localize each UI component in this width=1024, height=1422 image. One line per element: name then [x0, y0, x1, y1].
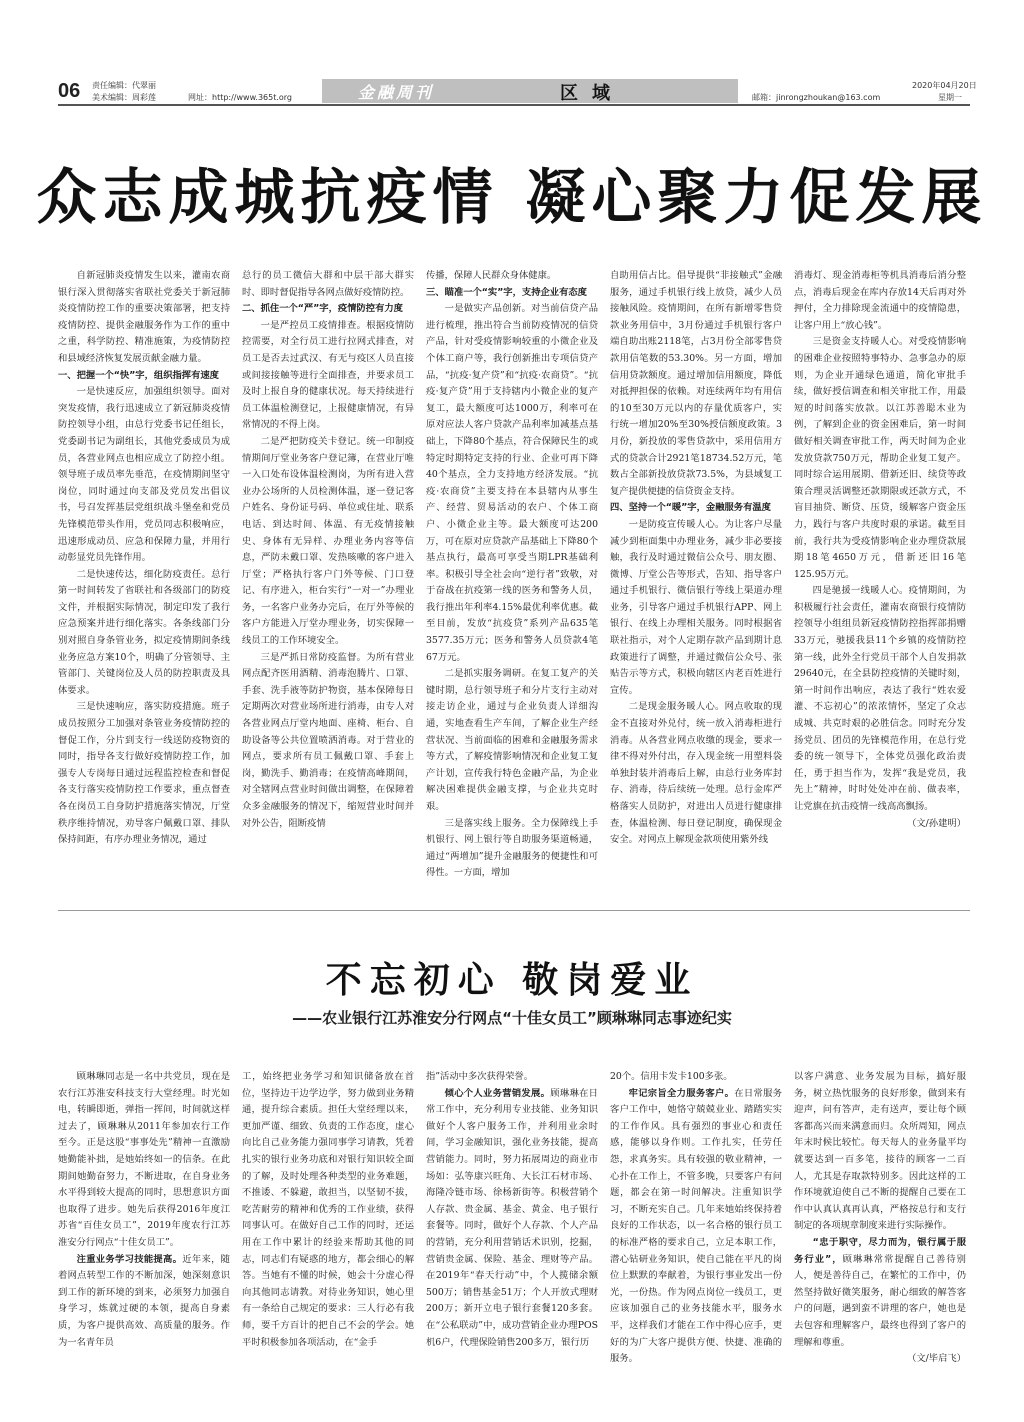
paragraph: 自新冠肺炎疫情发生以来，灌南农商银行深入贯彻落实省联社党委关于新冠肺炎疫情防控工作的重要决策部署，把支持疫情防控、提供金融服务作为工作的重中之重，科学防控、精准施策，为疫情防控和县域经济恢复发展贡献金融力量。: [58, 270, 230, 364]
article2-column-2: [242, 1069, 414, 1359]
paragraph: 三是严抓日常防疫监督。为所有营业网点配齐医用酒精、消毒泡腾片、口罩、手套、洗手液等防护物资，基本保障每日定期两次对营业场所进行消毒，由专人对各营业网点厅堂内地面、座椅、柜台、自助设备等公共位置喷洒消毒。对于营业的网点，要求所有员工佩戴口罩、手套上岗，勤洗手、勤消毒；在疫情高峰期间，对全辖网点营业时间做出调整，在保障着众多金融服务的情况下，缩短营业时间并对外公告，阻断疫情: [242, 651, 414, 829]
paragraph: 注重业务学习技能提高。近年来，随着网点转型工作的不断加深，她深刻意识到工作的新环境的到来，必须努力加强自身学习，炼就过硬的本领，提高自身素质，为客户提供高效、高质量的服务。作为一名青年员: [58, 1253, 230, 1348]
paragraph: 顾琳琳同志是一名中共党员，现在是农行江苏淮安科技支行大堂经理。时光如电，转瞬即逝，弹指一挥间，时间就这样过去了，顾琳琳从2011年参加农行工作至今。正是这股“事事处先”精神一直激励她勤能补拙，是她始终如一的信条。在此期间她勤奋努力，不断进取，在自身业务水平得到较大提高的同时，思想意识方面也取得了进步。她先后获得2016年度江苏省“百佳女员工”，2019年度农行江苏淮安分行网点“十佳女员工”。: [58, 1071, 230, 1248]
author-byline: （文/孙建明）: [907, 817, 966, 829]
paragraph: 二是快速传达，细化防疫责任。总行第一时间转发了省联社和各级部门的防疫文件，并根据实际情况，制定印发了我行应急预案并进行细化落实。各条线部门分别对照自身条管业务，拟定疫情期间条线业务应急方案10个，明确了分管领导、主管部门、关键岗位及人员的防控职责及具体要求。: [58, 568, 230, 696]
article1-column-4: [610, 268, 782, 868]
paragraph: 一是做实产品创新。对当前信贷产品进行梳理，推出符合当前防疫情况的信贷产品，针对受疫情影响较重的小微企业及个体工商户等，我行创新推出专项信贷产品，“抗疫·复产贷”和“抗疫·农商贷”。“抗疫·复产贷”用于支持辖内小微企业的复产复工，最大额度可达1000万，利率可在原对应法人客户贷款产品利率加减基点基础上，下降80个基点，符合保障民生的或特定时期特定支持的行业、企业可再下降40个基点，全力支持地方经济发展。“抗疫·农商贷”主要支持在本县辖内从事生产、经营、贸易活动的农户、个体工商户、小微企业主等。最大额度可达200万，可在原对应贷款产品基础上下降80个基点执行，最高可享受当期LPR基础利率。积极引导全社会向“逆行者”致敬，对于奋战在抗疫第一线的医务和警务人员，我行推出年利率4.15%最优利率优惠。截至目前，发放“抗疫贷”系列产品635笔3577.35万元；医务和警务人员贷款4笔67万元。: [426, 303, 598, 663]
paragraph: 传播，保障人民群众身体健康。: [426, 270, 557, 281]
author-byline: （文/毕启飞）: [907, 1353, 966, 1365]
paragraph: 总行的员工微信大群和中层干部大群实时、即时督促指导各网点做好疫情防控。: [242, 270, 414, 298]
article2-column-3: [426, 1069, 598, 1359]
paragraph: 消毒灯、现金消毒柜等机具消毒后消分整点，消毒后现金在库内存放14天后再对外押付，全力排除现金流通中的疫情隐患，让客户用上“放心钱”。: [794, 270, 966, 331]
paragraph: 二是严把防疫关卡登记。统一印制疫情期间厅堂业务客户登记簿，在营业厅唯一入口处布设体温检测岗，为所有进入营业办公场所的人员检测体温，逐一登记客户姓名、身份证号码、单位或住址、联系电话、到达时间、体温、有无疫情接触史、身体有无异样、办理业务内容等信息，严防未戴口罩、发热咳嗽的客户进入厅堂；严格执行客户门外等候、门口登记、有序进入，柜台实行“一对一”办理业务，一名客户业务办完后，在厅外等候的客户方能进入厅堂办理业务，切实保障一线员工的工作环境安全。: [242, 435, 414, 647]
article2-column-4: [610, 1069, 782, 1365]
article1-column-1: [58, 268, 230, 868]
paragraph: 四是驰援一线暖人心。疫情期间，为积极履行社会责任，灌南农商银行疫情防控领导小组组员新冠疫情防控指挥部捐赠33万元，驰援我县11个乡镇的疫情防控第一线，此外全行党员干部个人自发捐款29640元，在全县防控疫情的关键时刻，第一时间作出响应，表达了我行“姓农爱灌、不忘初心”的浓浓情怀，坚定了众志成城、共克时艰的必胜信念。同时充分发扬党员、团员的先锋模范作用，在总行党委的统一领导下，全体党员强化政治责任，勇于担当作为，发挥“我是党员，我先上”精神，时时处处冲在前、做表率，让党旗在抗击疫情一线高高飘扬。: [794, 585, 966, 812]
article2-headline: 不忘初心 敬岗爱业: [325, 959, 699, 1001]
paragraph: 20个。信用卡发卡100多张。: [610, 1071, 733, 1082]
editor-line: 责任编辑：代翠丽: [92, 81, 156, 90]
article1-column-3: [426, 268, 598, 879]
paragraph: 指”活动中多次获得荣誉。: [426, 1071, 534, 1082]
section-title: 区域: [560, 83, 624, 104]
paragraph: 一是快速反应，加强组织领导。面对突发疫情，我行迅速成立了新冠肺炎疫情防控领导小组，由总行党委书记任组长，党委副书记为副组长，其他党委成员为成员，各营业网点也相应成立了防控小组。领导班子成员率先垂范，在疫情期间坚守岗位，同时通过向支部及党员发出倡议书，号召发挥基层党组织战斗堡垒和党员先锋模范带头作用，党员同志积极响应，迅速形成动员、应急和保障力量，并用行动彰显党员先锋作用。: [58, 386, 230, 564]
weekday: 星期一: [938, 93, 962, 102]
section-heading: 三、瞄准一个“实”字，支持企业有态度: [426, 286, 587, 298]
section-heading: 四、坚持一个“暖”字，金融服务有温度: [610, 502, 771, 514]
paragraph: 工，始终把业务学习和知识储备放在首位，坚持边干边学边学，努力做到业务精通，提升综合素质。担任大堂经理以来，更加严谨、细致、负责的工作态度，虚心向比自己业务能力强同事学习请教，凭着扎实的银行业务功底和对银行知识较全面的了解，及时处理各种类型的业务难题，不推诿、不躲避，敢担当，以坚韧不拔，吃苦耐劳的精神和优秀的工作业绩，获得同事认可。在做好自己工作的同时，还运用在工作中累计的经验来帮助其他的同志，同志们有疑惑的地方，都会细心的解答。当她有不懂的时候，她会十分虚心得向其他同志请教。对待业务知识，她心里有一条给自己规定的要求：三人行必有我师，要千方百计的把自己不会的学会。她平时积极参加各项活动，在“金手: [242, 1071, 414, 1348]
paragraph: 一是严控员工疫情排查。根据疫情防控需要，对全行员工进行拉网式排查，对员工是否去过武汉、有无与疫区人员直接或间接接触等进行全面排查，并要求员工及时上报自身的健康状况。每天持续进行员工体温检测登记，上报健康情况，有异常情况的不得上岗。: [242, 319, 414, 431]
brand-title: 金融周刊: [358, 83, 435, 102]
article2-subheadline: ——农业银行江苏淮安分行网点“十佳女员工”顾琳琳同志事迹纪实: [292, 1009, 732, 1027]
paragraph: 二是抓实服务调研。在复工复产的关键时期，总行领导班子和分片支行主动对接走访企业，通过与企业负责人详细沟通，实地查看生产车间，了解企业生产经营状况、当前面临的困难和金融服务需求等方式，了解疫情影响情况和企业复工复产计划，宣传我行特色金融产品，为企业解决困难提供金融支撑，与企业共克时艰。: [426, 668, 598, 812]
issue-date: 2020年04月20日: [912, 81, 977, 90]
article1-column-5: [794, 268, 966, 868]
paragraph: 三是快速响应，落实防疫措施。班子成员按照分工加强对条管业务疫情防控的督促工作，分片到支行一线送防疫物资的同时，指导各支行做好疫情防控工作，加强专人专岗每日通过远程监控检查和督促各支行落实疫情防控工作要求，重点督查各在岗员工自身防护措施落实情况，厅堂秩序维持情况，劝导客户佩戴口罩、排队保持间距，有序办理业务情况，通过: [58, 701, 230, 846]
paragraph: 以客户满意、业务发展为目标，搞好服务，树立热忱服务的良好形象，做到来有迎声，问有答声，走有送声，要让每个顾客都高兴而来满意而归。众所周知，网点年末时候比较忙。每天每人的业务量平均就要达到一百多笔，接待的顾客一二百人，尤其是存取款特别多。因此这样的工作环境就迫使自己不断的提醒自己要在工作中认真认真再认真，严格按总行和支行制定的各项规章制度来进行实际操作。: [794, 1071, 966, 1232]
paragraph: 自助用信占比。倡导提供“非接触式”金融服务，通过手机银行线上放贷，减少人员接触风险。疫情期间，在所有新增零售贷款业务用信中，3月份通过手机银行客户端自助出账2118笔，占3月份全部零售贷款用信笔数的53.30%。另一方面，增加信用贷款额度。通过增加信用额度，降低对抵押担保的依赖。对连续两年均有用信的10至30万元以内的存量优质客户，实行统一增加20%至30%授信额度政策。3月份，新投放的零售贷款中，采用信用方式的贷款合计2921笔18734.52万元，笔数占全部新投放贷款73.5%，为县域复工复产提供便捷的信贷资金支持。: [610, 270, 782, 497]
paragraph: 一是防疫宣传暖人心。为让客户尽量减少到柜面集中办理业务，减少非必要接触，我行及时通过微信公众号、朋友圈、微博、厅堂公告等形式，告知、指导客户通过手机银行、微信银行等线上渠道办理业务，引导客户通过手机银行APP、网上银行、在线上办理相关服务。同时根据省联社指示，对个人定期存款产品到期计息政策进行了调整，并通过微信公众号、张贴告示等方式，积极向辖区内老百姓进行宣传。: [610, 518, 782, 696]
website-link[interactable]: 网址：http://www.365t.org: [188, 93, 293, 102]
masthead-rule: [58, 104, 970, 106]
article1-headline: 众志成城抗疫情 凝心聚力促发展: [36, 163, 988, 233]
article-divider: [58, 910, 970, 911]
article2-column-1: [58, 1069, 230, 1359]
paragraph: 三是落实线上服务。全力保障线上手机银行、网上银行等自助服务渠道畅通，通过“两增加”提升金融服务的便捷性和可得性。一方面，增加: [426, 817, 598, 879]
art-editor-line: 美术编辑：周彩莲: [92, 93, 156, 102]
article2-column-5: [794, 1069, 966, 1365]
paragraph: 二是现金服务暖人心。网点收取的现金不直接对外兑付，统一放入消毒柜进行消毒。从各营业网点收缴的现金，要求一律不得对外付出，存入现金统一用塑料袋单独封装并消毒后上解，由总行业务库封存、消毒，待后续统一处理。总行金库严格落实人员防护，对进出人员进行健康排查，体温检测、每日登记制度，确保现金安全。对网点上解现金款项使用紫外线: [610, 701, 782, 846]
paragraph: 三是资金支持暖人心。对受疫情影响的困难企业按照特事特办、急事急办的原则，为企业开通绿色通道，简化审批手续，做好授信调查和相关审批工作，用最短的时间落实放款。以江苏善聪木业为例，了解到企业的资金困难后，第一时间做好相关调查审批工作，两天时间为企业发放贷款750万元，帮助企业复工复产。同时综合运用展期、借新还旧、续贷等政策合理灵活调整还款期限或还款方式，不盲目抽贷、断贷、压贷，缓解客户资金压力，践行与客户共度时艰的承诺。截至目前，我行共为受疫情影响企业办理贷款展期18笔4650万元，借新还旧16笔125.95万元。: [794, 336, 966, 580]
email-line[interactable]: 邮箱：jinrongzhoukan@163.com: [752, 93, 881, 102]
paragraph: “忠于职守，尽力而为，银行属于服务行业”，顾琳琳常常提醒自己善待别人，便是善待自己，在繁忙的工作中，仍然坚持做好微笑服务，耐心细致的解答客户的问题，遇到蛮不讲理的客户，她也是去包容和理解客户，最终也得到了客户的理解和尊重。: [794, 1236, 966, 1348]
paragraph: 倾心个人业务营销发展。顾琳琳在日常工作中，充分利用专业技能、业务知识做好个人客户服务工作，并利用业余时间，学习金融知识，强化业务技能，提高营销能力。同时，努力拓展周边的商业市场如：弘等康兴旺角、大长江石材市场、海隆冷链市场、徐杨新街等。积极营销个人存款、贵金属、基金、黄金、电子银行套餐等。同时，做好个人存款、个人产品的营销，充分利用营销话术识别，挖掘，营销贵金属、保险、基金、理财等产品。在2019年“春天行动”中，个人揽储余额500万；销售基金51万；个人开放式理财200万；新开立电子银行套餐120多套。在“公私联动”中，成功营销企业办理POS机6户，代理保险销售200多万，银行历: [426, 1087, 598, 1348]
paragraph: 牢记宗旨全力服务客户。在日常服务客户工作中，她恪守兢兢业业、踏踏实实的工作作风。具有强烈的事业心和责任感，能够以身作则。工作扎实，任劳任怨，求真务实。具有较强的敬业精神，一心扑在工作上，不管多晚，只要客户有问题，都会在第一时间解决。注重知识学习，不断充实自己。几年来她始终保持着良好的工作状态，以一名合格的银行员工的标准严格的要求自己，立足本职工作，潜心钻研业务知识，使自己能在平凡的岗位上默默的奉献着，为银行事业发出一份光，一份热。作为网点岗位一线员工，更应该加强自己的业务技能水平，服务水平，这样我们才能在工作中得心应手，更好的为广大客户提供方便、快捷、准确的服务。: [610, 1087, 782, 1365]
section-heading: 一、把握一个“快”字，组织指挥有速度: [58, 369, 219, 381]
page-number: 06: [58, 80, 81, 102]
article1-column-2: [242, 268, 414, 868]
section-heading: 二、抓住一个“严”字，疫情防控有力度: [242, 303, 403, 315]
